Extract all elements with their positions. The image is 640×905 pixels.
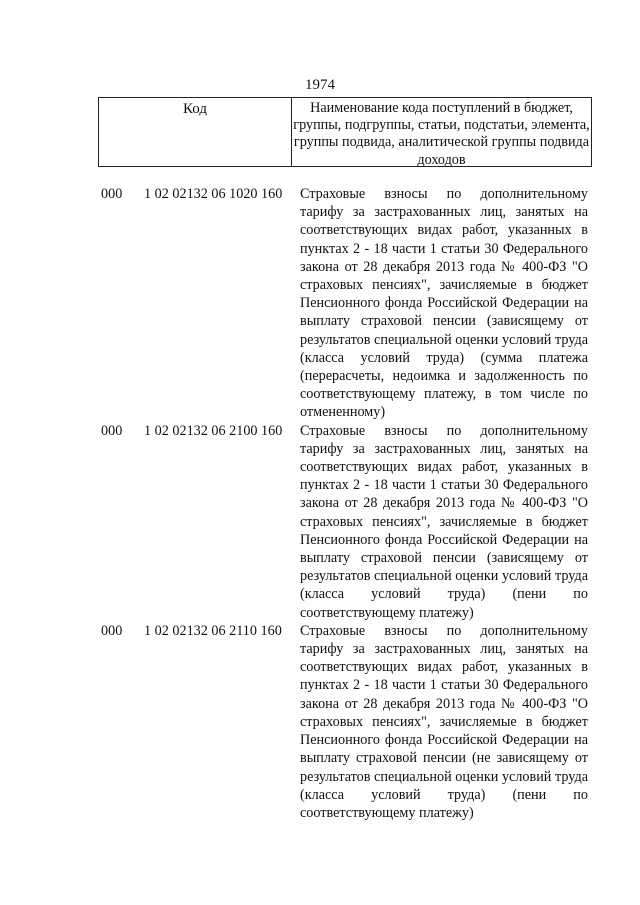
table-row bbox=[0, 422, 640, 622]
header-code-column: Код bbox=[99, 98, 292, 166]
row-description: Страховые взносы по дополнительному тарифу за застрахованных лиц, занятых на соответствующих видах работ, указанных в пунктах 2 - 18 части 1 статьи 30 Федерального закона от 28 декабря 2013 года № 400-ФЗ "О страховых пенсиях", зачисляемые в бюджет Пенсионного фонда Российской Федерации на выплату страховой пенсии (зависящему от результатов специальной оценки условий труда (класса условий труда) (пени по соответствующему платежу) bbox=[300, 422, 588, 621]
row-income-code: 1 02 02132 06 2100 160 bbox=[144, 422, 283, 439]
header-name-column: Наименование кода поступлений в бюджет, группы, подгруппы, статьи, подстатьи, элемента, группы подвида, аналитической группы подвида доходов bbox=[293, 100, 590, 168]
row-admin-code: 000 bbox=[101, 622, 123, 639]
row-description: Страховые взносы по дополнительному тарифу за застрахованных лиц, занятых на соответствующих видах работ, указанных в пунктах 2 - 18 части 1 статьи 30 Федерального закона от 28 декабря 2013 года № 400-ФЗ "О страховых пенсиях", зачисляемые в бюджет Пенсионного фонда Российской Федерации на выплату страховой пенсии (зависящему от результатов специальной оценки условий труда (класса условий труда) (сумма платежа (перерасчеты, недоимка и задолженность по соответствующему платежу, в том числе по отмененному) bbox=[300, 186, 588, 421]
row-income-code: 1 02 02132 06 2110 160 bbox=[144, 622, 282, 639]
table-row bbox=[0, 622, 640, 822]
row-admin-code: 000 bbox=[101, 186, 123, 202]
row-description: Страховые взносы по дополнительному тарифу за застрахованных лиц, занятых на соответствующих видах работ, указанных в пунктах 2 - 18 части 1 статьи 30 Федерального закона от 28 декабря 2013 года № 400-ФЗ "О страховых пенсиях", зачисляемые в бюджет Пенсионного фонда Российской Федерации на выплату страховой пенсии (не зависящему от результатов специальной оценки условий труда (класса условий труда) (пени по соответствующему платежу) bbox=[300, 622, 588, 821]
table-body bbox=[0, 185, 640, 822]
row-income-code: 1 02 02132 06 1020 160 bbox=[144, 186, 283, 202]
table-row bbox=[0, 185, 640, 422]
row-admin-code: 000 bbox=[101, 422, 123, 439]
table-header bbox=[98, 97, 592, 167]
page-number: 1974 bbox=[305, 77, 335, 93]
